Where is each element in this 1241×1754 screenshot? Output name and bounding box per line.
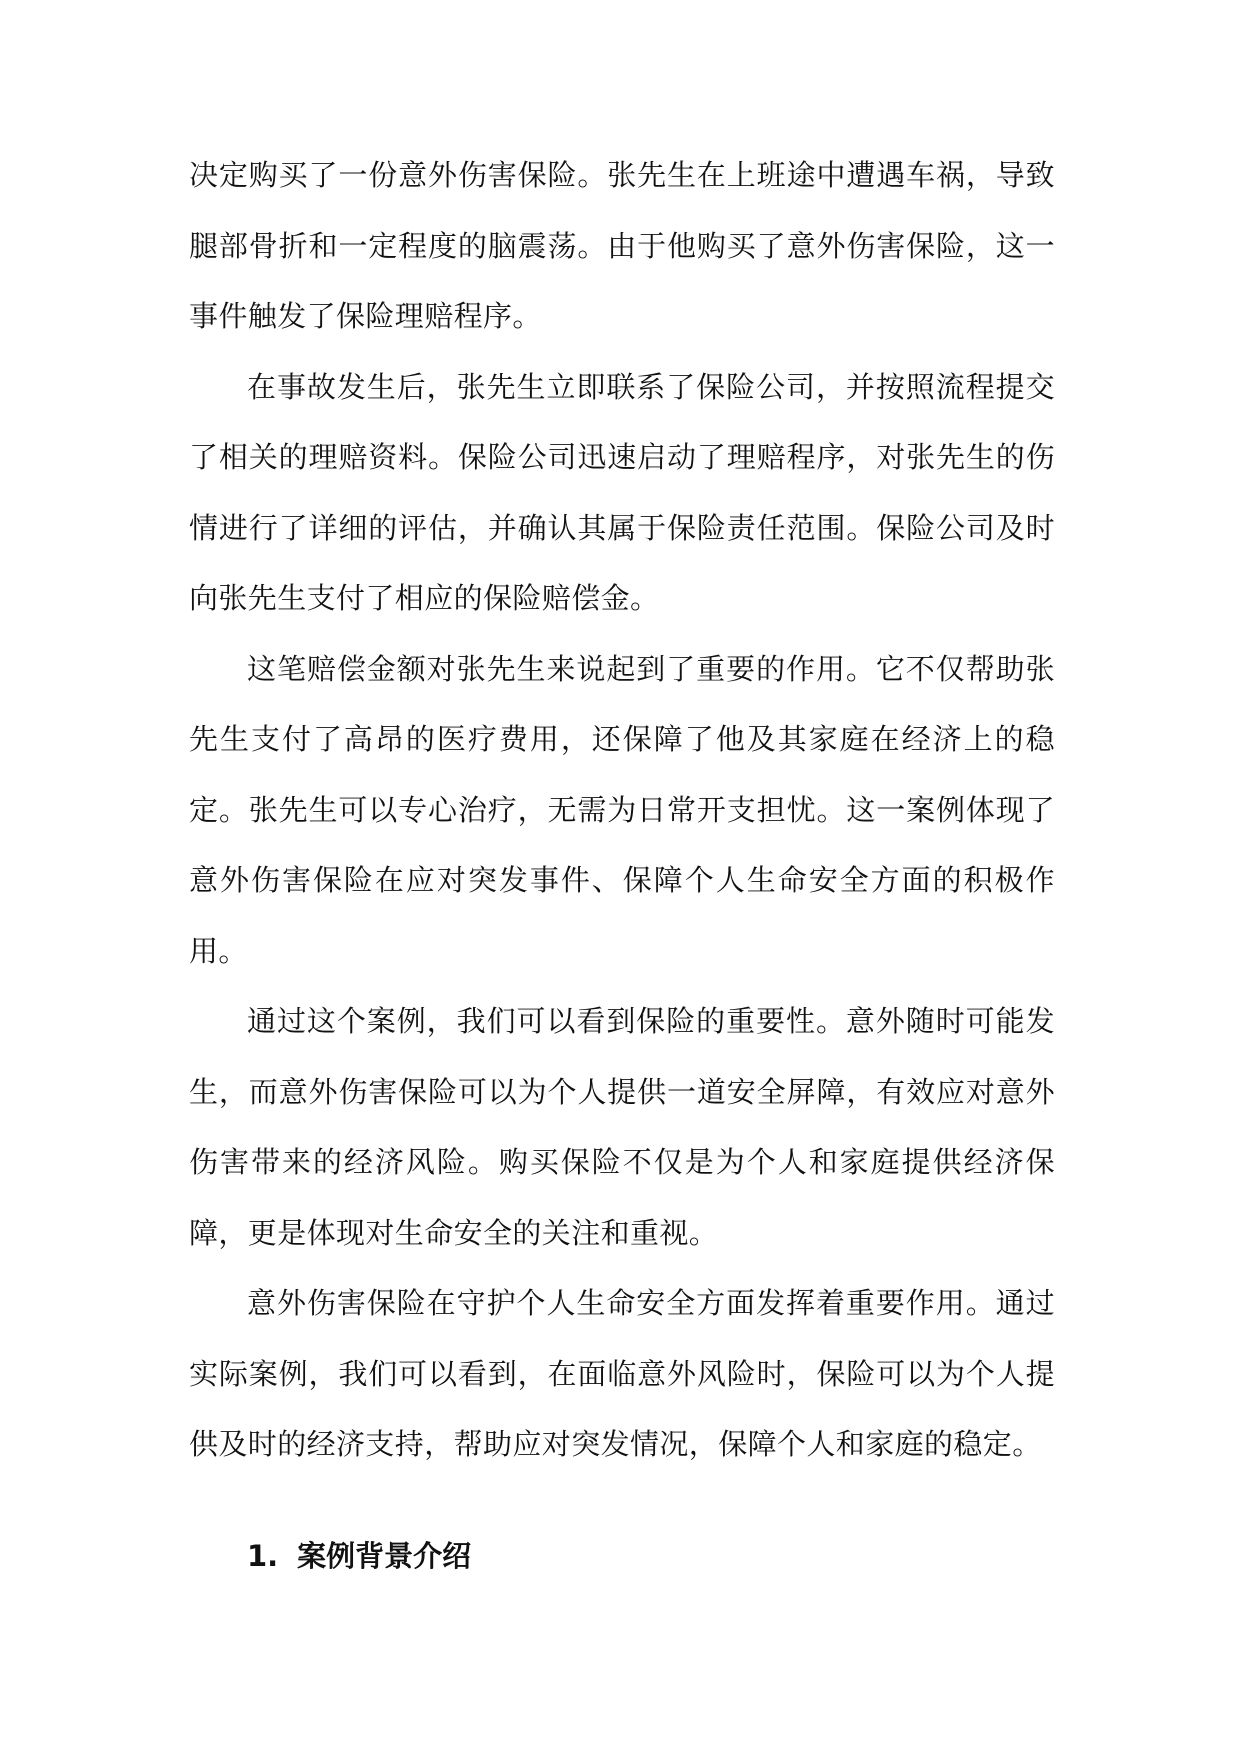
section-heading-number: 1. <box>247 1538 279 1573</box>
paragraph-compensation-effect: 这笔赔偿金额对张先生来说起到了重要的作用。它不仅帮助张先生支付了高昂的医疗费用，还保障了他及其家庭在经济上的稳定。张先生可以专心治疗，无需为日常开支担忧。这一案例体现了意外伤害保险在应对突发事件、保障个人生命安全方面的积极作用。 <box>189 651 1055 968</box>
document-page <box>189 140 1055 1586</box>
paragraph-conclusion: 意外伤害保险在守护个人生命安全方面发挥着重要作用。通过实际案例，我们可以看到，在面临意外风险时，保险可以为个人提供及时的经济支持，帮助应对突发情况，保障个人和家庭的稳定。 <box>189 1286 1055 1461</box>
paragraph-insurance-importance: 通过这个案例，我们可以看到保险的重要性。意外随时可能发生，而意外伤害保险可以为个人提供一道安全屏障，有效应对意外伤害带来的经济风险。购买保险不仅是为个人和家庭提供经济保障，更是体现对生命安全的关注和重视。 <box>189 1004 1055 1250</box>
section-heading <box>189 1526 1055 1586</box>
paragraph-continuation: 决定购买了一份意外伤害保险。张先生在上班途中遭遇车祸，导致腿部骨折和一定程度的脑震荡。由于他购买了意外伤害保险，这一事件触发了保险理赔程序。 <box>189 158 1055 333</box>
paragraph-claim-process: 在事故发生后，张先生立即联系了保险公司，并按照流程提交了相关的理赔资料。保险公司迅速启动了理赔程序，对张先生的伤情进行了详细的评估，并确认其属于保险责任范围。保险公司及时向张先生支付了相应的保险赔偿金。 <box>189 369 1055 615</box>
section-heading-title: 案例背景介绍 <box>297 1538 472 1573</box>
